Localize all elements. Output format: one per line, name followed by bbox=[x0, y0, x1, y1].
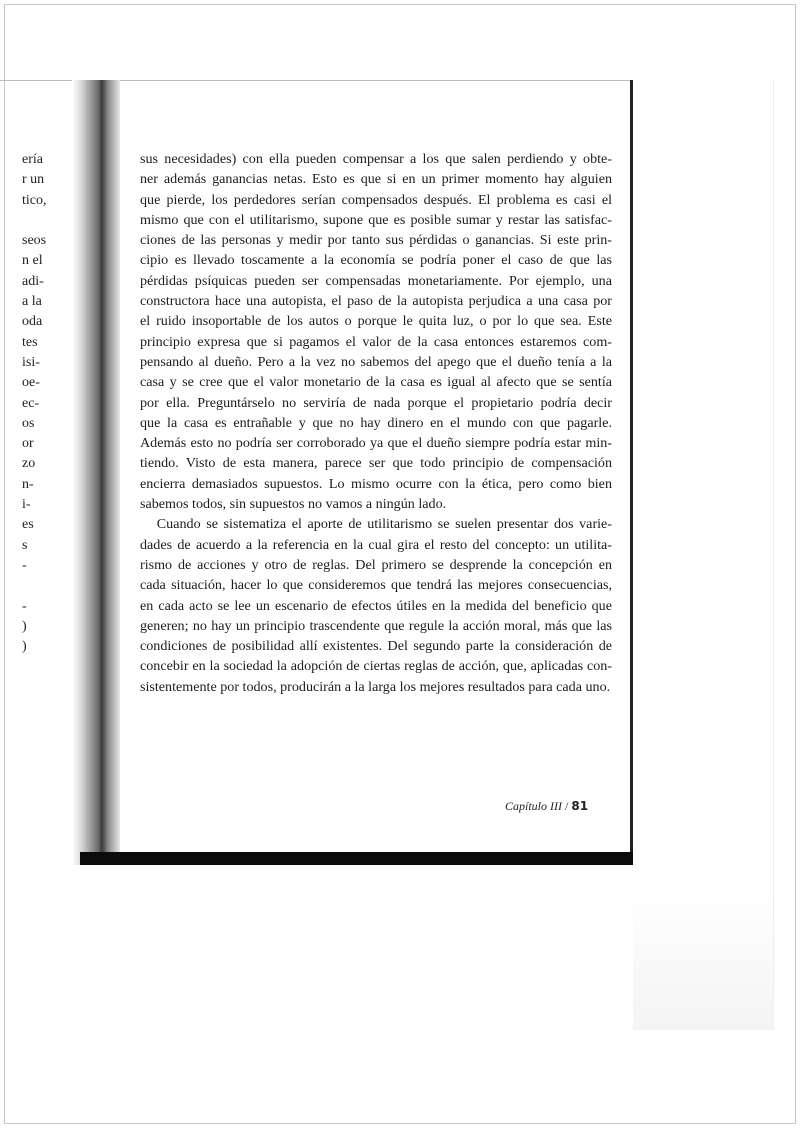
page-number: 81 bbox=[571, 799, 589, 813]
footer-separator: / bbox=[562, 799, 572, 813]
margin-fragment: oda bbox=[22, 314, 43, 330]
margin-fragment: seos bbox=[22, 233, 47, 249]
margin-fragment: s bbox=[22, 537, 28, 553]
paragraph bbox=[140, 149, 612, 514]
margin-fragment: tico, bbox=[22, 192, 47, 208]
page-edge-bottom bbox=[80, 852, 633, 865]
text-line: dades de acuerdo a la referencia en la cual gira el resto del concepto: un utilita- bbox=[140, 536, 612, 553]
text-line: por ella. Preguntárselo no serviría de nada porque el propietario podría decir bbox=[140, 394, 612, 411]
paragraph bbox=[140, 514, 612, 697]
text-line: cipio es llevado toscamente a la economía se podría poner el caso de que las bbox=[140, 252, 612, 269]
book-gutter-shadow bbox=[72, 80, 120, 865]
body-text bbox=[140, 149, 612, 697]
margin-fragment: - bbox=[22, 557, 27, 573]
margin-fragment: n- bbox=[22, 476, 34, 492]
margin-fragment: zo bbox=[22, 456, 36, 472]
margin-fragment: or bbox=[22, 436, 34, 452]
text-line: tiendo. Visto de esta manera, parece ser que todo principio de compensación bbox=[140, 455, 612, 472]
margin-fragment: ería bbox=[22, 152, 43, 167]
text-line: condiciones de posibilidad allí existentes. Del segundo parte la consideración de bbox=[140, 638, 612, 655]
text-line: concebir en la sociedad la adopción de ciertas reglas de acción, que, aplicadas con- bbox=[140, 658, 612, 675]
margin-fragment: a la bbox=[22, 294, 42, 310]
margin-fragment: n el bbox=[22, 253, 43, 269]
margin-fragment bbox=[22, 211, 47, 231]
margin-fragment: isi- bbox=[22, 354, 40, 370]
text-line: sus necesidades) con ella pueden compensar a los que salen perdiendo y obte- bbox=[140, 151, 612, 167]
text-line: pérdidas psíquicas pueden ser compensadas monetariamente. Por ejemplo, una bbox=[140, 272, 612, 289]
text-line: generen; no hay un principio trascendente que regule la acción moral, más que las bbox=[140, 617, 612, 634]
page-edge-right bbox=[630, 80, 633, 865]
text-line: que la casa es entrañable y que no hay dinero en el mundo con que pagarle. bbox=[140, 414, 612, 431]
margin-fragment: tes bbox=[22, 334, 38, 350]
text-line: ner además ganancias netas. Esto es que si en un primer momento hay alguien bbox=[140, 171, 612, 188]
text-line: Además esto no podría ser corroborado ya que el dueño siempre podría estar min- bbox=[140, 435, 612, 452]
previous-page-fragments bbox=[22, 150, 47, 657]
text-line: el ruido insoportable de los autos o porque le quita luz, o por lo que sea. Este bbox=[140, 313, 612, 330]
text-line: encierra demasiados supuestos. Lo mismo ocurre con la ética, pero como bien bbox=[140, 475, 612, 492]
margin-fragment bbox=[22, 576, 47, 596]
chapter-label: Capítulo III bbox=[505, 799, 562, 813]
text-line: que pierde, los perdedores serían compensados después. El problema es casi el bbox=[140, 191, 612, 208]
text-line: en cada acto se lee un escenario de efectos útiles en la medida del beneficio que bbox=[140, 597, 612, 614]
text-line: sabemos todos, sin supuestos no vamos a ningún lado. bbox=[140, 496, 447, 513]
margin-fragment: i- bbox=[22, 497, 31, 513]
margin-fragment: os bbox=[22, 415, 35, 431]
margin-fragment: ) bbox=[22, 639, 27, 655]
text-line: rismo de acciones y otro de reglas. Del primero se desprende la concepción en bbox=[140, 556, 612, 573]
margin-fragment: ec- bbox=[22, 395, 40, 411]
margin-fragment: es bbox=[22, 517, 34, 533]
text-line: mismo que con el utilitarismo, supone que es posible sumar y restar las satisfac- bbox=[140, 211, 612, 228]
text-line: sistentemente por todos, producirán a la larga los mejores resultados para cada uno. bbox=[140, 678, 611, 695]
margin-fragment: - bbox=[22, 598, 27, 614]
text-line: constructora hace una autopista, el paso de la autopista perjudica a una casa por bbox=[140, 293, 612, 310]
text-line: Cuando se sistematiza el aporte de utilitarismo se suelen presentar dos varie- bbox=[140, 516, 612, 533]
text-line: cada situación, hacer lo que consideremos que tendrá las mejores consecuencias, bbox=[140, 577, 612, 594]
running-footer bbox=[505, 799, 588, 814]
text-line: pensando al dueño. Pero a la vez no sabemos del apego que el dueño tenía a la bbox=[140, 353, 612, 370]
text-line: ciones de las personas y medir por tanto sus pérdidas o ganancias. Si este prin- bbox=[140, 232, 612, 249]
text-line: casa y se cree que el valor monetario de la casa es igual al afecto que se sentía bbox=[140, 374, 612, 391]
margin-fragment: r un bbox=[22, 172, 45, 188]
margin-fragment: ) bbox=[22, 618, 27, 634]
margin-fragment: adi- bbox=[22, 273, 44, 289]
text-line: principio expresa que si pagamos el valor de la casa entonces estaremos com- bbox=[140, 333, 612, 350]
margin-fragment: oe- bbox=[22, 375, 40, 391]
facing-page-blank bbox=[633, 80, 774, 1030]
